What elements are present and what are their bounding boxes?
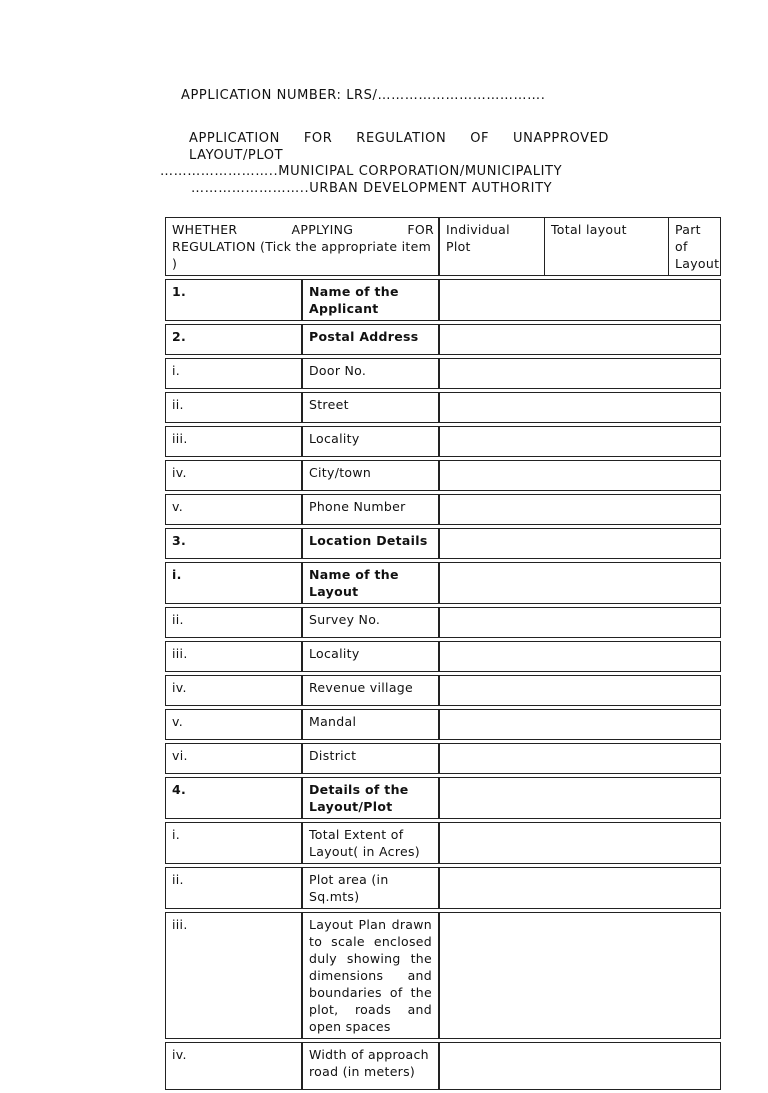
option-part-of-layout[interactable]: Part of Layout xyxy=(669,218,721,276)
row-number: ii. xyxy=(165,392,302,423)
form-row xyxy=(165,358,721,389)
form-row xyxy=(165,1042,721,1090)
row-value-field[interactable] xyxy=(439,675,721,706)
row-number: iii. xyxy=(165,426,302,457)
row-label: Total Extent of Layout( in Acres) xyxy=(302,822,439,864)
form-row xyxy=(165,324,721,355)
form-row xyxy=(165,279,721,321)
row-value-field[interactable] xyxy=(439,528,721,559)
row-value-field[interactable] xyxy=(439,777,721,819)
application-number: APPLICATION NUMBER: LRS/………………………………. xyxy=(181,88,546,103)
row-number: i. xyxy=(165,822,302,864)
row-label: Survey No. xyxy=(302,607,439,638)
form-row xyxy=(165,675,721,706)
row-number: ii. xyxy=(165,607,302,638)
form-row xyxy=(165,912,721,1039)
regulation-options xyxy=(439,217,721,276)
row-value-field[interactable] xyxy=(439,912,721,1039)
row-label: District xyxy=(302,743,439,774)
row-number: v. xyxy=(165,709,302,740)
form-row xyxy=(165,562,721,604)
row-value-field[interactable] xyxy=(439,392,721,423)
row-label: Door No. xyxy=(302,358,439,389)
form-row xyxy=(165,426,721,457)
row-number: 2. xyxy=(165,324,302,355)
option-total-layout[interactable]: Total layout xyxy=(545,218,669,276)
regulation-question-line-1: WHETHER APPLYING FOR xyxy=(172,222,434,237)
row-number: iv. xyxy=(165,675,302,706)
row-value-field[interactable] xyxy=(439,324,721,355)
row-label: Street xyxy=(302,392,439,423)
row-label: Width of approach road (in meters) xyxy=(302,1042,439,1090)
row-number: 1. xyxy=(165,279,302,321)
regulation-question xyxy=(165,217,439,276)
row-value-field[interactable] xyxy=(439,607,721,638)
form-row xyxy=(165,641,721,672)
row-number: i. xyxy=(165,358,302,389)
form-row xyxy=(165,607,721,638)
form-row xyxy=(165,709,721,740)
row-number: 3. xyxy=(165,528,302,559)
row-value-field[interactable] xyxy=(439,709,721,740)
row-label: Location Details xyxy=(302,528,439,559)
row-label: Phone Number xyxy=(302,494,439,525)
row-value-field[interactable] xyxy=(439,279,721,321)
row-value-field[interactable] xyxy=(439,743,721,774)
row-number: iii. xyxy=(165,912,302,1039)
form-row xyxy=(165,822,721,864)
row-number: iv. xyxy=(165,460,302,491)
row-number: iv. xyxy=(165,1042,302,1090)
row-number: vi. xyxy=(165,743,302,774)
form-row xyxy=(165,528,721,559)
row-number: iii. xyxy=(165,641,302,672)
option-individual-plot[interactable]: Individual Plot xyxy=(440,218,545,276)
regulation-question-rest: REGULATION (Tick the appropriate item ) xyxy=(172,239,432,271)
row-label: City/town xyxy=(302,460,439,491)
form-row xyxy=(165,460,721,491)
municipal-corporation-line: ……………………..MUNICIPAL CORPORATION/MUNICIPALITY xyxy=(160,164,563,179)
row-number: 4. xyxy=(165,777,302,819)
form-row xyxy=(165,494,721,525)
urban-development-authority-line: ……………………..URBAN DEVELOPMENT AUTHORITY xyxy=(191,181,553,196)
form-row xyxy=(165,867,721,909)
form-row xyxy=(165,392,721,423)
row-value-field[interactable] xyxy=(439,822,721,864)
row-label: Layout Plan drawn to scale enclosed duly showing the dimensions and boundaries of the plot, roads and open spaces xyxy=(302,912,439,1039)
row-label: Postal Address xyxy=(302,324,439,355)
row-value-field[interactable] xyxy=(439,562,721,604)
application-form-table xyxy=(165,214,721,1093)
row-label: Details of the Layout/Plot xyxy=(302,777,439,819)
form-row xyxy=(165,777,721,819)
row-label: Revenue village xyxy=(302,675,439,706)
row-number: i. xyxy=(165,562,302,604)
row-value-field[interactable] xyxy=(439,494,721,525)
form-row xyxy=(165,743,721,774)
row-number: v. xyxy=(165,494,302,525)
row-label: Name of the Layout xyxy=(302,562,439,604)
row-label: Locality xyxy=(302,641,439,672)
row-value-field[interactable] xyxy=(439,641,721,672)
row-label: Locality xyxy=(302,426,439,457)
regulation-type-row xyxy=(165,217,721,276)
row-label: Mandal xyxy=(302,709,439,740)
row-value-field[interactable] xyxy=(439,426,721,457)
form-title-line-2: LAYOUT/PLOT xyxy=(189,148,284,163)
row-value-field[interactable] xyxy=(439,460,721,491)
row-label: Plot area (in Sq.mts) xyxy=(302,867,439,909)
row-value-field[interactable] xyxy=(439,358,721,389)
row-number: ii. xyxy=(165,867,302,909)
row-value-field[interactable] xyxy=(439,1042,721,1090)
form-title-line-1: APPLICATION FOR REGULATION OF UNAPPROVED xyxy=(189,131,609,146)
row-label: Name of the Applicant xyxy=(302,279,439,321)
row-value-field[interactable] xyxy=(439,867,721,909)
